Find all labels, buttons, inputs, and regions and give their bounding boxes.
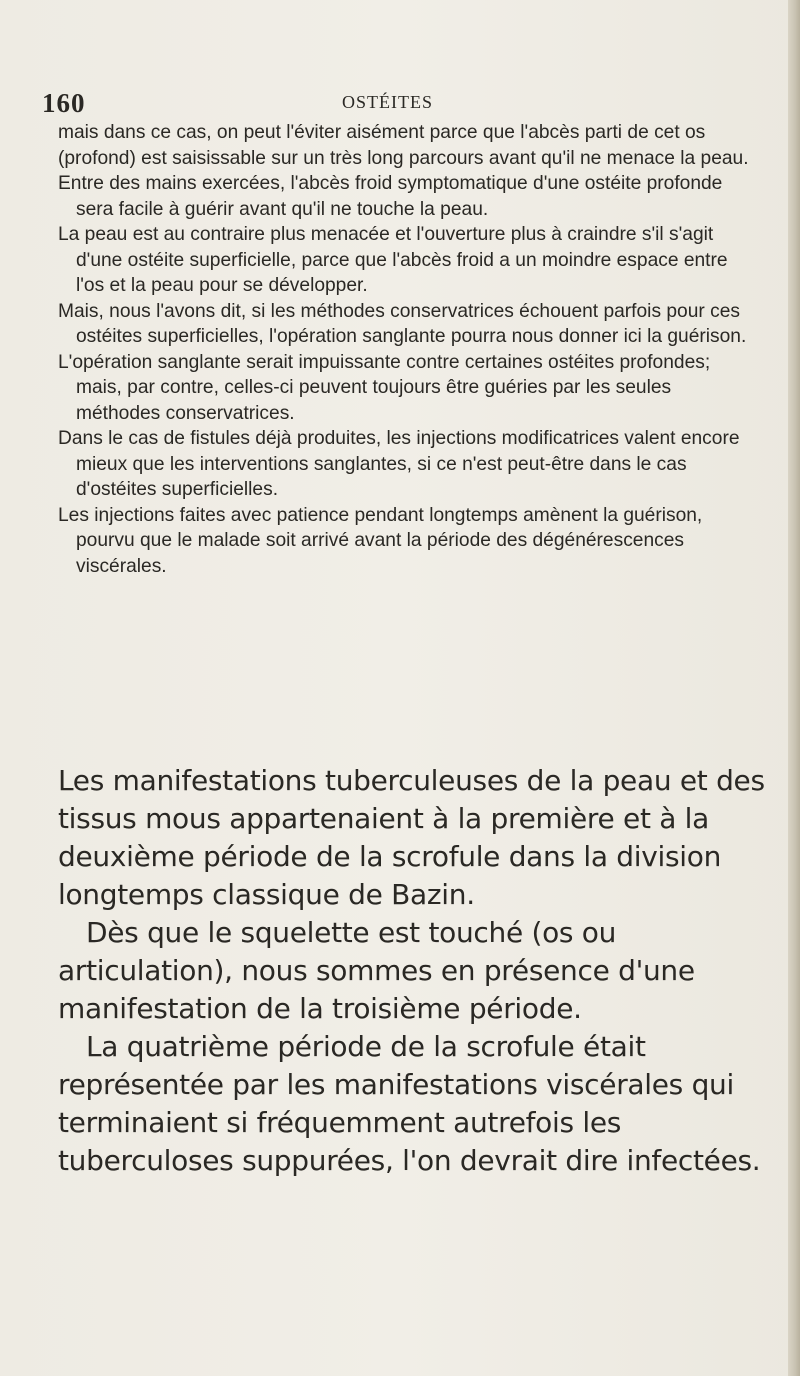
paragraph: Les manifestations tuberculeuses de la peau et des tissus mous appartenaient à la première et à la deuxième période de la scrofule dans la division longtemps classique de Bazin. [58,764,765,911]
page-header [42,88,742,118]
paragraph: mais dans ce cas, on peut l'éviter aisément parce que l'abcès parti de cet os (profond) est saisissable sur un très long parcours avant qu'il ne menace la peau. [58,122,749,169]
paragraph: Mais, nous l'avons dit, si les méthodes conservatrices échouent parfois pour ces ostéites superficielles, l'opération sanglante pourra nous donner ici la guérison. [58,300,747,347]
paragraph: La quatrième période de la scrofule était représentée par les manifestations viscérales qui terminaient si fréquemment autrefois les tuberculoses suppurées, l'on devrait dire infectées. [58,1030,761,1177]
paragraph: Entre des mains exercées, l'abcès froid symptomatique d'une ostéite profonde sera facile à guérir avant qu'il ne touche la peau. [58,173,723,220]
paragraph: Dans le cas de fistules déjà produites, les injections modificatrices valent encore mieux que les interventions sanglantes, si ce n'est peut-être dans le cas d'ostéites superficielles. [58,428,740,500]
paragraph: La peau est au contraire plus menacée et l'ouverture plus à craindre s'il s'agit d'une ostéite superficielle, parce que l'abcès froid a un moindre espace entre l'os et la peau pour se développer. [58,224,728,296]
page-edge [788,0,800,1376]
page-number: 160 [42,88,86,118]
running-title: OSTÉITES [342,92,433,112]
text-block-large [58,762,768,1180]
text-block-small [58,120,758,579]
paragraph: Les injections faites avec patience pendant longtemps amènent la guérison, pourvu que le malade soit arrivé avant la période des dégénérescences viscérales. [58,504,703,577]
paragraph: Dès que le squelette est touché (os ou articulation), nous sommes en présence d'une manifestation de la troisième période. [58,916,695,1025]
paragraph: L'opération sanglante serait impuissante contre certaines ostéites profondes; mais, par contre, celles-ci peuvent toujours être guéries par les seules méthodes conservatrices. [58,351,711,424]
